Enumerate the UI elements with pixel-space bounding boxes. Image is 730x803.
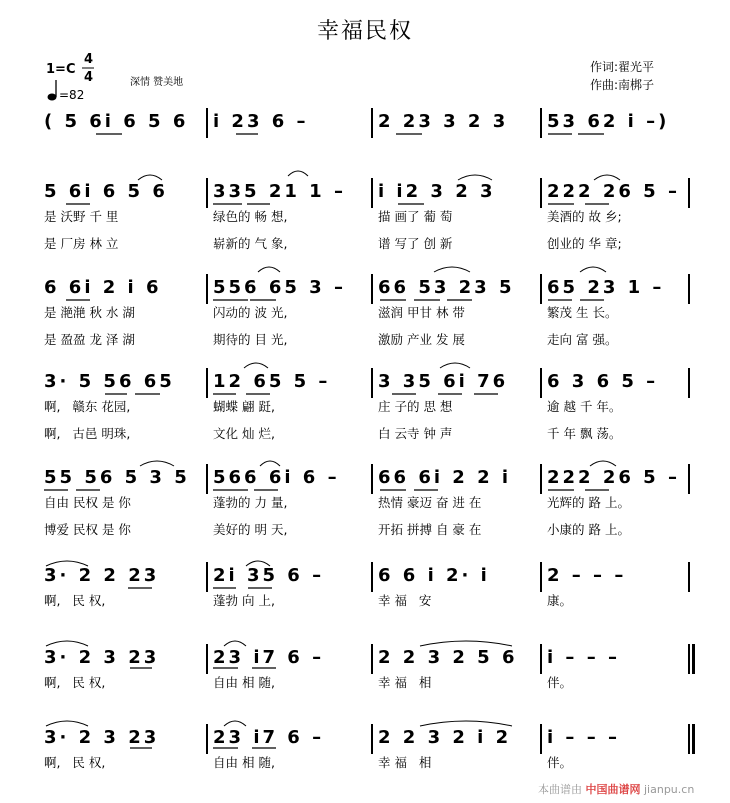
measure-notes: 5 6i 6 5 6 bbox=[44, 181, 168, 202]
measure-notes: 66 6i 2 2 i bbox=[378, 467, 512, 488]
measure-notes: i – – – bbox=[547, 647, 620, 668]
lyric-line: 激励 产业 发 展 bbox=[378, 332, 465, 347]
measure-notes: 2 – – – bbox=[547, 565, 627, 586]
watermark-url: jianpu.cn bbox=[644, 783, 695, 796]
lyric-line: 蓬勃的 力 量, bbox=[213, 495, 288, 510]
measure-notes: 3· 2 3 23 bbox=[44, 727, 160, 748]
slur-mark bbox=[224, 641, 246, 646]
lyric-line: 康。 bbox=[547, 593, 573, 608]
time-signature-top: 4 bbox=[84, 52, 94, 67]
lyricist-credit: 作词:翟光平 bbox=[590, 60, 655, 74]
lyric-line: 开拓 拼搏 自 豪 在 bbox=[378, 522, 482, 537]
slur-mark bbox=[244, 363, 268, 368]
slur-mark bbox=[246, 561, 270, 566]
slur-mark bbox=[138, 175, 162, 180]
measure-notes: i i2 3 2 3 bbox=[378, 181, 496, 202]
lyric-line: 是 滟滟 秋 水 湖 bbox=[44, 305, 135, 320]
lyric-line: 崭新的 气 象, bbox=[213, 236, 288, 251]
song-title: 幸福民权 bbox=[316, 19, 413, 44]
lyric-line: 蝴蝶 翩 跹, bbox=[213, 399, 275, 414]
lyric-line: 幸 福 相 bbox=[378, 675, 432, 690]
lyric-line: 啊, 民 权, bbox=[44, 675, 106, 690]
slur-mark bbox=[288, 171, 308, 176]
measure-notes: 3· 5 56 65 bbox=[44, 371, 175, 392]
measure-notes: 222 26 5 – bbox=[547, 467, 680, 488]
measure-notes: 2 2 3 2 i 2 bbox=[378, 727, 512, 748]
lyric-line: 是 厂房 林 立 bbox=[44, 236, 119, 251]
lyric-line: 走向 富 强。 bbox=[547, 332, 618, 347]
measure-notes: 2 23 3 2 3 bbox=[378, 111, 509, 132]
slur-mark bbox=[434, 267, 470, 272]
lyric-line: 美好的 明 天, bbox=[213, 522, 288, 537]
slur-mark bbox=[594, 175, 620, 180]
measure-notes: 55 56 5 3 5 bbox=[44, 467, 190, 488]
measure-notes: ( 5 6i 6 5 6 bbox=[44, 111, 189, 132]
slur-mark bbox=[420, 641, 512, 646]
lyric-line: 热情 豪迈 奋 进 在 bbox=[378, 495, 482, 510]
lyric-line: 闪动的 波 光, bbox=[213, 305, 288, 320]
measure-notes: i 23 6 – bbox=[213, 111, 309, 132]
slur-mark bbox=[580, 267, 606, 272]
lyric-line: 啊, 古邑 明珠, bbox=[44, 426, 131, 441]
measure-notes: 566 6i 6 – bbox=[213, 467, 340, 488]
lyric-line: 庄 子的 思 想 bbox=[378, 399, 453, 414]
lyric-line: 绿色的 畅 想, bbox=[213, 209, 288, 224]
tempo-value: =82 bbox=[59, 88, 85, 102]
lyric-line: 滋润 甲甘 林 带 bbox=[378, 305, 465, 320]
composer-credit: 作曲:南梆子 bbox=[590, 78, 655, 92]
measure-notes: 2 2 3 2 5 6 bbox=[378, 647, 518, 668]
lyric-line: 期待的 目 光, bbox=[213, 332, 288, 347]
lyric-line: 美酒的 故 乡; bbox=[547, 209, 622, 224]
lyric-line: 繁茂 生 长。 bbox=[547, 305, 618, 320]
lyric-line: 描 画了 葡 萄 bbox=[378, 209, 453, 224]
lyric-line: 自由 相 随, bbox=[213, 755, 275, 770]
lyric-line: 啊, 民 权, bbox=[44, 593, 106, 608]
lyric-line: 伴。 bbox=[547, 675, 573, 690]
measure-notes: 6 6 i 2· i bbox=[378, 565, 490, 586]
measure-notes: 6 3 6 5 – bbox=[547, 371, 659, 392]
lyric-line: 光辉的 路 上。 bbox=[547, 495, 630, 510]
measure-notes: 23 i7 6 – bbox=[213, 727, 325, 748]
slur-mark bbox=[224, 721, 246, 726]
measure-notes: 53 62 i –) bbox=[547, 111, 670, 132]
lyric-line: 创业的 华 章; bbox=[547, 236, 622, 251]
lyric-line: 白 云寺 钟 声 bbox=[378, 426, 453, 441]
lyric-line: 啊, 民 权, bbox=[44, 755, 106, 770]
slur-mark bbox=[140, 461, 174, 466]
measure-notes: 23 i7 6 – bbox=[213, 647, 325, 668]
lyric-line: 伴。 bbox=[547, 755, 573, 770]
slur-mark bbox=[258, 267, 280, 272]
slur-mark bbox=[420, 721, 512, 726]
measure-notes: 65 23 1 – bbox=[547, 277, 665, 298]
measure-notes: i – – – bbox=[547, 727, 620, 748]
measure-notes: 222 26 5 – bbox=[547, 181, 680, 202]
slur-mark bbox=[260, 461, 280, 466]
lyric-line: 千 年 飘 荡。 bbox=[547, 426, 622, 441]
lyric-line: 自由 民权 是 你 bbox=[44, 495, 131, 510]
slur-mark bbox=[46, 721, 88, 726]
lyric-line: 小康的 路 上。 bbox=[547, 522, 630, 537]
measure-notes: 3· 2 3 23 bbox=[44, 647, 160, 668]
lyric-line: 博爱 民权 是 你 bbox=[44, 522, 131, 537]
measure-notes: 556 65 3 – bbox=[213, 277, 346, 298]
lyric-line: 幸 福 相 bbox=[378, 755, 432, 770]
measure-notes: 6 6i 2 i 6 bbox=[44, 277, 162, 298]
slur-mark bbox=[46, 561, 88, 566]
watermark-site: 中国曲谱网 bbox=[585, 783, 641, 796]
measure-notes: 3· 2 2 23 bbox=[44, 565, 160, 586]
lyric-line: 文化 灿 烂, bbox=[213, 426, 275, 441]
time-signature-bottom: 4 bbox=[84, 70, 94, 85]
measure-notes: 12 65 5 – bbox=[213, 371, 331, 392]
lyric-line: 逾 越 千 年。 bbox=[547, 399, 622, 414]
watermark-text: 本曲谱由 bbox=[538, 783, 582, 796]
slur-mark bbox=[46, 641, 88, 646]
expression-mark: 深情 赞美地 bbox=[130, 77, 184, 88]
measure-notes: 3 35 6i 76 bbox=[378, 371, 509, 392]
lyric-line: 自由 相 随, bbox=[213, 675, 275, 690]
lyric-line: 谱 写了 创 新 bbox=[378, 236, 453, 251]
lyric-line: 幸 福 安 bbox=[378, 593, 432, 608]
lyric-line: 是 沃野 千 里 bbox=[44, 209, 119, 224]
measure-notes: 335 21 1 – bbox=[213, 181, 346, 202]
lyric-line: 蓬勃 向 上, bbox=[213, 593, 275, 608]
key-signature: 1=C bbox=[46, 62, 76, 77]
slur-mark bbox=[458, 175, 492, 180]
measure-notes: 2i 35 6 – bbox=[213, 565, 325, 586]
watermark bbox=[538, 781, 694, 797]
measure-notes: 66 53 23 5 bbox=[378, 277, 515, 298]
slur-mark bbox=[440, 363, 470, 368]
lyric-line: 啊, 赣东 花园, bbox=[44, 399, 131, 414]
slur-mark bbox=[590, 461, 616, 466]
lyric-line: 是 盈盈 龙 泽 湖 bbox=[44, 332, 135, 347]
